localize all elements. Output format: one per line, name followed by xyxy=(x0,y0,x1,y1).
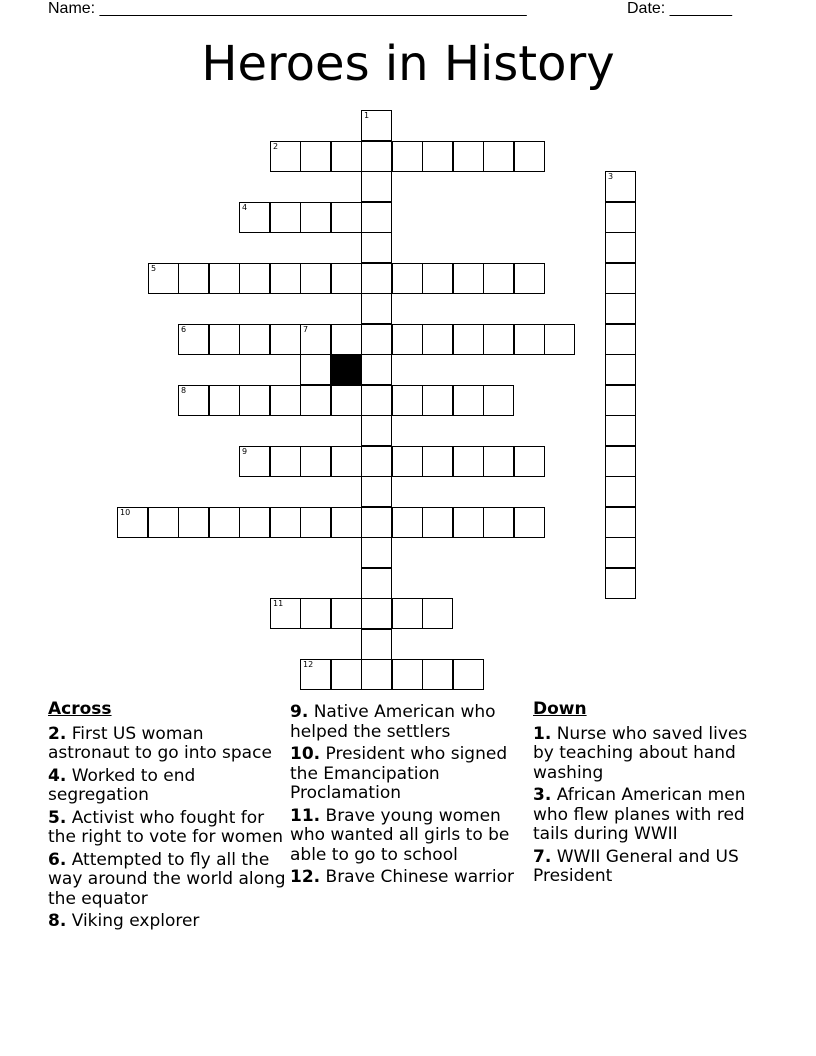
clue-number: 7 xyxy=(303,325,309,334)
grid-cell[interactable] xyxy=(300,446,331,477)
grid-cell[interactable] xyxy=(361,568,392,599)
grid-cell[interactable] xyxy=(392,324,423,355)
grid-cell[interactable] xyxy=(239,202,270,233)
grid-cell[interactable] xyxy=(392,385,423,416)
grid-cell[interactable] xyxy=(209,385,240,416)
grid-cell[interactable] xyxy=(453,141,484,172)
clues-column-1 xyxy=(48,700,286,935)
clue-down-7: 7. WWII General and US President xyxy=(533,846,739,886)
grid-cell[interactable] xyxy=(178,263,209,294)
clue-across-6: 6. Attempted to fly all the way around the world along the equator xyxy=(48,849,286,909)
grid-cell[interactable] xyxy=(361,110,392,141)
grid-cell[interactable] xyxy=(361,141,392,172)
grid-cell[interactable] xyxy=(422,598,453,629)
grid-cell[interactable] xyxy=(514,141,545,172)
grid-cell[interactable] xyxy=(483,324,514,355)
clue-number: 4 xyxy=(242,203,248,212)
grid-cell[interactable] xyxy=(361,385,392,416)
grid-cell[interactable] xyxy=(483,141,514,172)
grid-cell[interactable] xyxy=(178,507,209,538)
grid-cell[interactable] xyxy=(361,263,392,294)
grid-cell[interactable] xyxy=(361,629,392,660)
grid-cell[interactable] xyxy=(453,385,484,416)
grid-cell[interactable] xyxy=(178,324,209,355)
grid-cell[interactable] xyxy=(331,202,362,233)
clue-across-11: 11. Brave young women who wanted all girls to be able to go to school xyxy=(290,805,510,865)
name-field[interactable]: Name: ________________________________________________ xyxy=(48,0,527,17)
grid-cell[interactable] xyxy=(331,141,362,172)
grid-cell[interactable] xyxy=(605,415,636,446)
grid-cell[interactable] xyxy=(300,659,331,690)
grid-cell[interactable] xyxy=(300,354,331,385)
grid-cell[interactable] xyxy=(605,476,636,507)
clue-number: 11 xyxy=(273,599,284,608)
grid-cell[interactable] xyxy=(605,171,636,202)
grid-cell[interactable] xyxy=(605,232,636,263)
grid-cell[interactable] xyxy=(544,324,575,355)
grid-cell[interactable] xyxy=(148,263,179,294)
grid-cell[interactable] xyxy=(605,324,636,355)
header xyxy=(48,0,768,22)
grid-cell[interactable] xyxy=(361,232,392,263)
grid-cell[interactable] xyxy=(422,324,453,355)
grid-cell[interactable] xyxy=(270,385,301,416)
grid-cell[interactable] xyxy=(209,263,240,294)
grid-cell[interactable] xyxy=(331,385,362,416)
grid-cell[interactable] xyxy=(605,537,636,568)
grid-cell[interactable] xyxy=(453,324,484,355)
grid-cell[interactable] xyxy=(148,507,179,538)
clue-across-5: 5. Activist who fought for the right to vote for women xyxy=(48,807,283,847)
grid-cell[interactable] xyxy=(239,385,270,416)
grid-cell[interactable] xyxy=(605,202,636,233)
clue-down-3: 3. African American men who flew planes with red tails during WWII xyxy=(533,785,746,844)
grid-cell[interactable] xyxy=(392,507,423,538)
clue-across-8: 8. Viking explorer xyxy=(48,911,200,931)
clue-across-10: 10. President who signed the Emancipation Proclamation xyxy=(290,744,508,803)
grid-cell[interactable] xyxy=(361,324,392,355)
clue-across-4: 4. Worked to end segregation xyxy=(48,765,196,805)
grid-cell[interactable] xyxy=(361,476,392,507)
black-cell xyxy=(331,354,362,385)
grid-cell[interactable] xyxy=(300,141,331,172)
grid-cell[interactable] xyxy=(361,446,392,477)
grid-cell[interactable] xyxy=(392,659,423,690)
grid-cell[interactable] xyxy=(422,659,453,690)
grid-cell[interactable] xyxy=(361,598,392,629)
grid-cell[interactable] xyxy=(605,293,636,324)
grid-cell[interactable] xyxy=(331,446,362,477)
grid-cell[interactable] xyxy=(270,263,301,294)
page-title: Heroes in History xyxy=(201,36,615,92)
grid-cell[interactable] xyxy=(270,507,301,538)
grid-cell[interactable] xyxy=(361,537,392,568)
grid-cell[interactable] xyxy=(270,324,301,355)
grid-cell[interactable] xyxy=(605,446,636,477)
across-heading: Across xyxy=(48,699,112,719)
grid-cell[interactable] xyxy=(270,202,301,233)
grid-cell[interactable] xyxy=(331,659,362,690)
grid-cell[interactable] xyxy=(361,354,392,385)
clue-number: 2 xyxy=(273,142,279,151)
clue-number: 10 xyxy=(120,508,131,517)
grid-cell[interactable] xyxy=(392,598,423,629)
grid-cell[interactable] xyxy=(483,385,514,416)
grid-cell[interactable] xyxy=(270,446,301,477)
grid-cell[interactable] xyxy=(483,446,514,477)
grid-cell[interactable] xyxy=(300,324,331,355)
grid-cell[interactable] xyxy=(453,507,484,538)
grid-cell[interactable] xyxy=(331,598,362,629)
grid-cell[interactable] xyxy=(422,446,453,477)
clue-number: 1 xyxy=(364,111,370,120)
grid-cell[interactable] xyxy=(453,446,484,477)
grid-cell[interactable] xyxy=(605,354,636,385)
clue-number: 12 xyxy=(303,660,314,669)
grid-cell[interactable] xyxy=(270,141,301,172)
clue-number: 8 xyxy=(181,386,187,395)
date-field[interactable]: Date: _______ xyxy=(627,0,732,17)
grid-cell[interactable] xyxy=(300,263,331,294)
grid-cell[interactable] xyxy=(361,507,392,538)
grid-cell[interactable] xyxy=(605,385,636,416)
grid-cell[interactable] xyxy=(453,263,484,294)
grid-cell[interactable] xyxy=(453,659,484,690)
grid-cell[interactable] xyxy=(178,385,209,416)
grid-cell[interactable] xyxy=(361,659,392,690)
grid-cell[interactable] xyxy=(361,202,392,233)
grid-cell[interactable] xyxy=(300,202,331,233)
grid-cell[interactable] xyxy=(605,568,636,599)
grid-cell[interactable] xyxy=(239,507,270,538)
grid-cell[interactable] xyxy=(514,507,545,538)
grid-cell[interactable] xyxy=(209,324,240,355)
grid-cell[interactable] xyxy=(300,385,331,416)
grid-cell[interactable] xyxy=(331,507,362,538)
grid-cell[interactable] xyxy=(392,141,423,172)
grid-cell[interactable] xyxy=(300,598,331,629)
clue-across-2: 2. First US woman astronaut to go into space xyxy=(48,723,272,763)
grid-cell[interactable] xyxy=(422,141,453,172)
grid-cell[interactable] xyxy=(514,446,545,477)
clue-down-1: 1. Nurse who saved lives by teaching about hand washing xyxy=(533,723,748,783)
grid-cell[interactable] xyxy=(483,507,514,538)
grid-cell[interactable] xyxy=(514,263,545,294)
grid-cell[interactable] xyxy=(514,324,545,355)
clue-across-12: 12. Brave Chinese warrior xyxy=(290,867,514,887)
grid-cell[interactable] xyxy=(117,507,148,538)
grid-cell[interactable] xyxy=(361,415,392,446)
grid-cell[interactable] xyxy=(239,263,270,294)
grid-cell[interactable] xyxy=(331,263,362,294)
grid-cell[interactable] xyxy=(392,263,423,294)
grid-cell[interactable] xyxy=(605,263,636,294)
grid-cell[interactable] xyxy=(361,171,392,202)
clues-column-3 xyxy=(533,700,773,890)
clue-number: 6 xyxy=(181,325,187,334)
grid-cell[interactable] xyxy=(605,507,636,538)
clue-across-9: 9. Native American who helped the settlers xyxy=(290,702,496,742)
grid-cell[interactable] xyxy=(392,446,423,477)
grid-cell[interactable] xyxy=(422,507,453,538)
grid-cell[interactable] xyxy=(239,446,270,477)
clue-number: 3 xyxy=(608,172,614,181)
grid-cell[interactable] xyxy=(422,385,453,416)
grid-cell[interactable] xyxy=(209,507,240,538)
clues-column-2 xyxy=(290,703,526,891)
grid-cell[interactable] xyxy=(270,598,301,629)
grid-cell[interactable] xyxy=(300,507,331,538)
grid-cell[interactable] xyxy=(422,263,453,294)
grid-cell[interactable] xyxy=(483,263,514,294)
clue-number: 5 xyxy=(151,264,157,273)
down-heading: Down xyxy=(533,699,587,719)
grid-cell[interactable] xyxy=(239,324,270,355)
clue-number: 9 xyxy=(242,447,248,456)
grid-cell[interactable] xyxy=(331,324,362,355)
grid-cell[interactable] xyxy=(361,293,392,324)
